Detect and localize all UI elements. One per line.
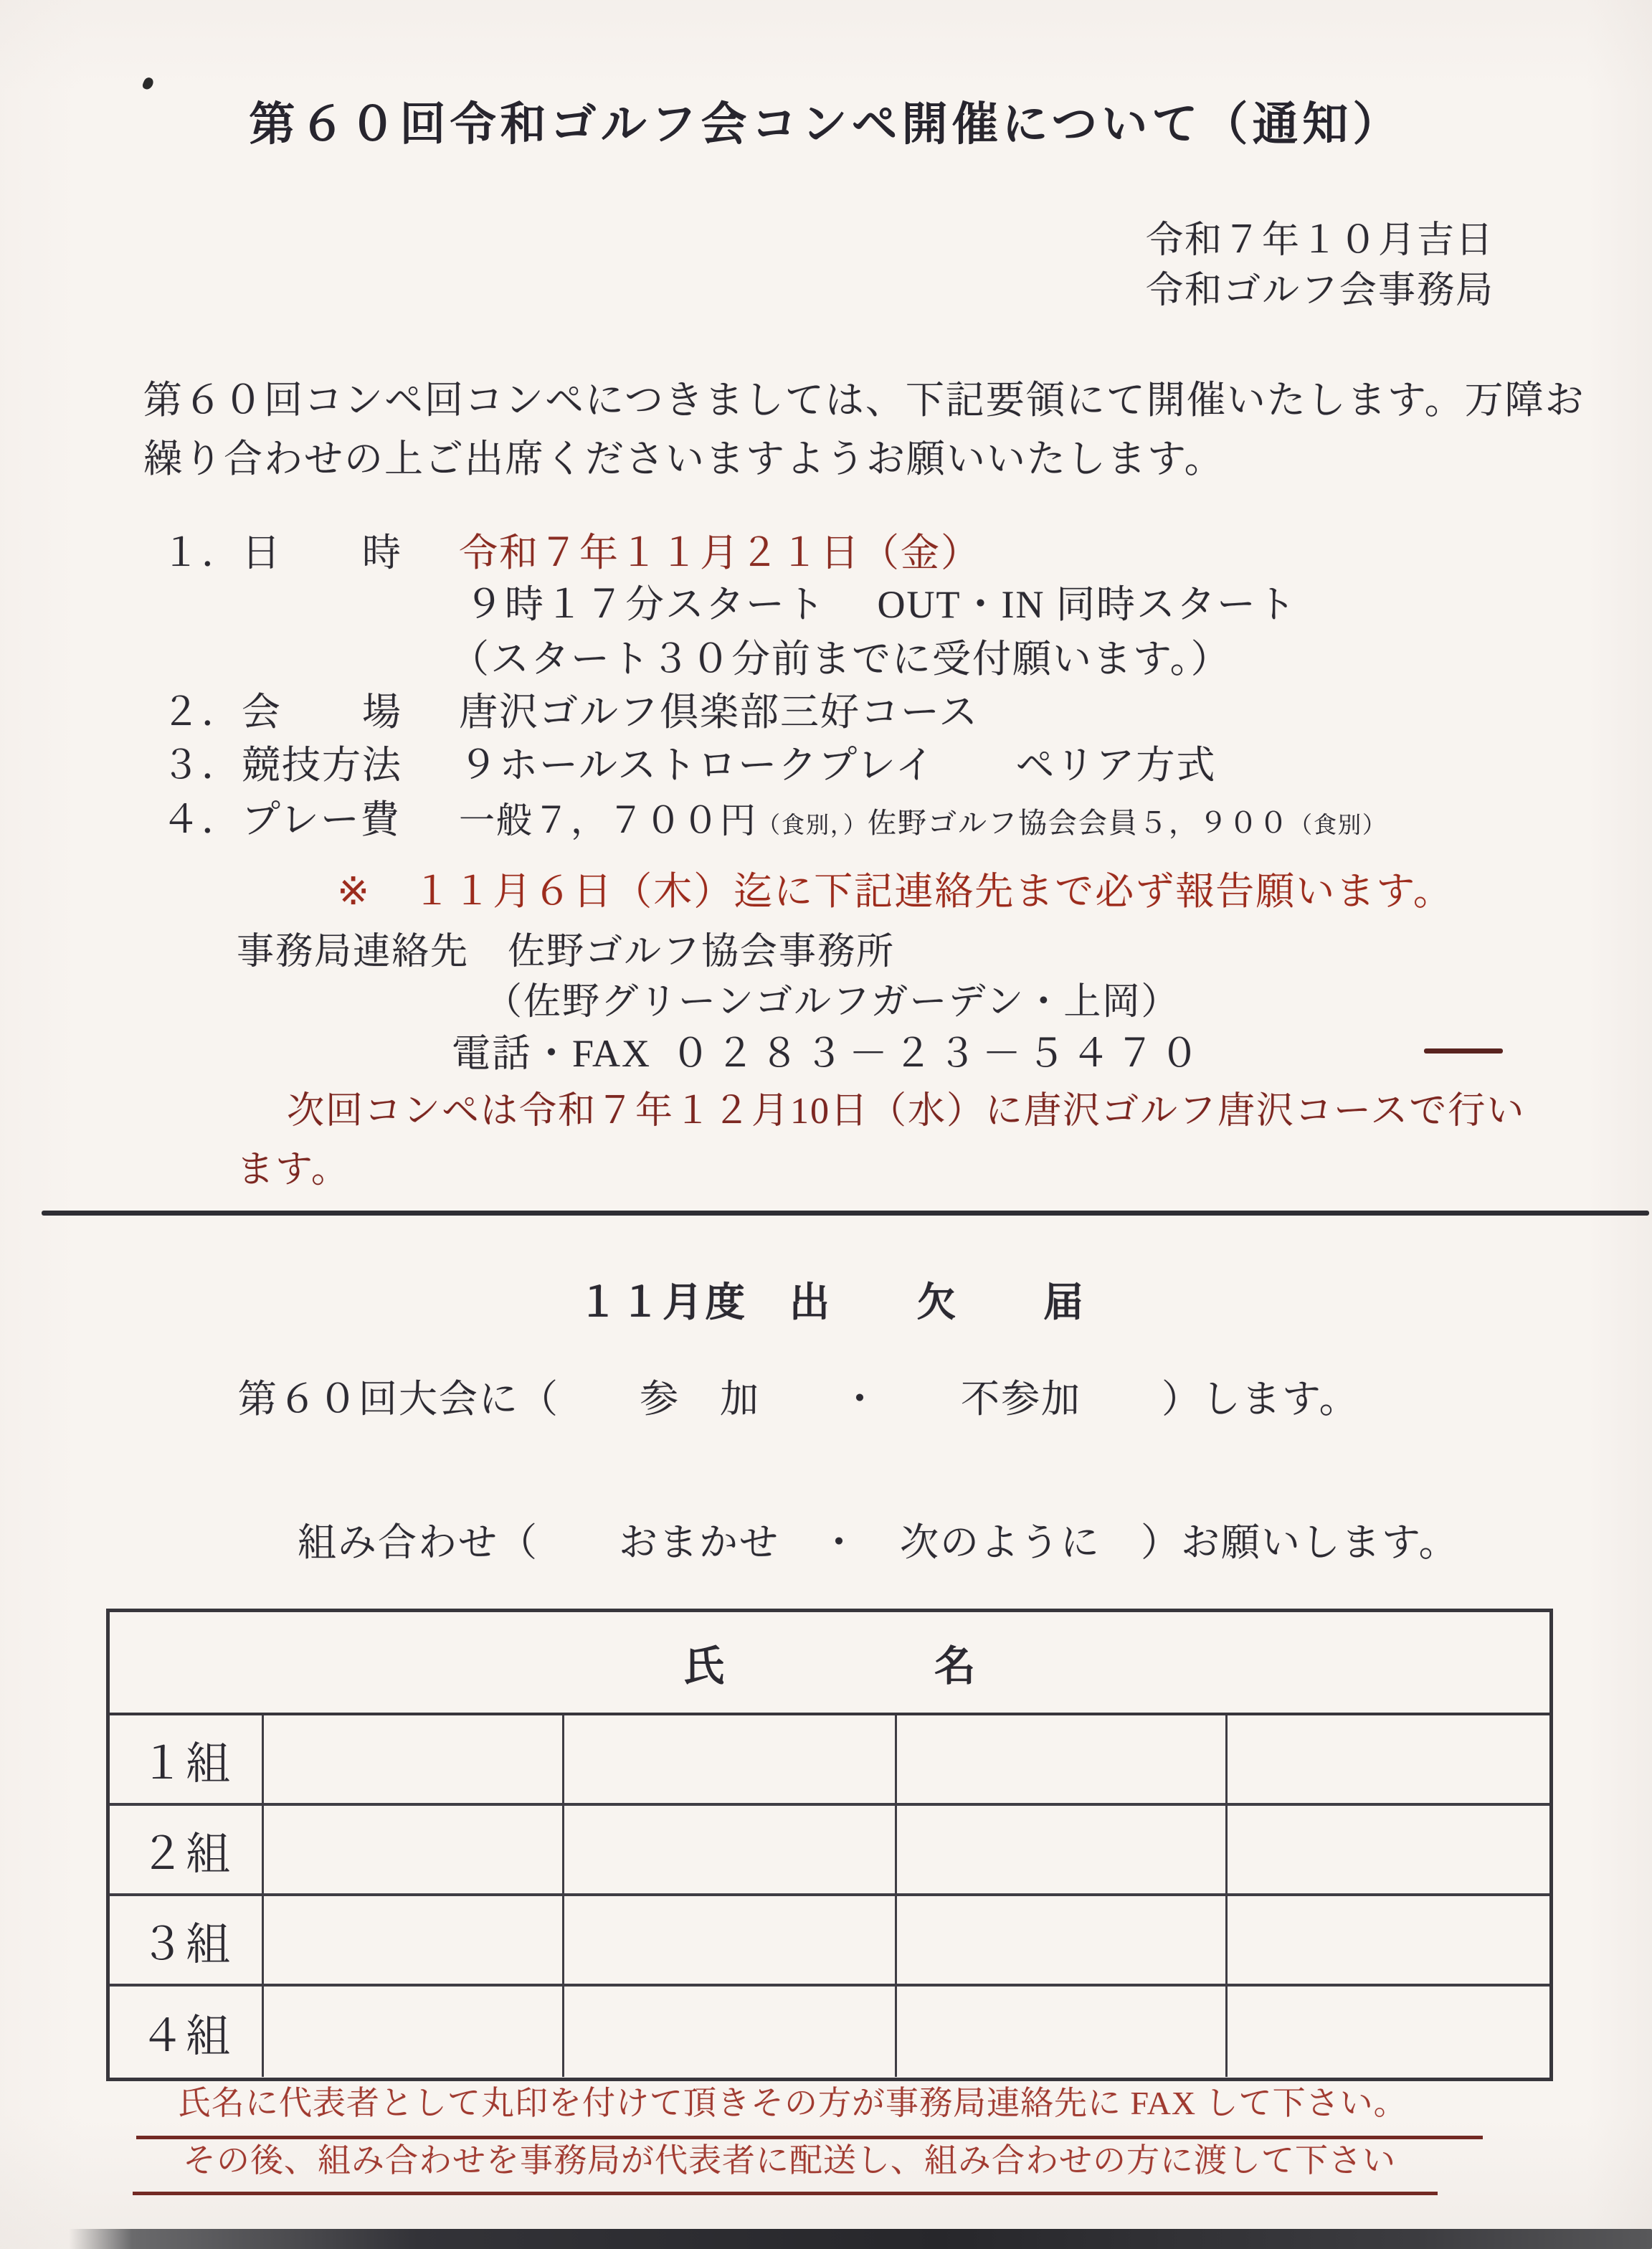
grouping-choice-line: 組み合わせ（ おまかせ ・ 次のように ）お願いします。 xyxy=(298,1521,1459,1564)
schedule-item-fee xyxy=(161,789,1387,844)
name-cell xyxy=(564,1806,897,1893)
scan-dash-artifact xyxy=(1424,1048,1503,1054)
phone-fax-number: ０２８３－２３－５４７０ xyxy=(671,1032,1205,1075)
name-cell xyxy=(897,1987,1227,2077)
intro-line-2: 繰り合わせの上ご出席くださいますようお願いいたします。 xyxy=(143,437,1225,480)
name-cell xyxy=(564,1987,897,2077)
item-value-rules: ９ホールストロークプレイ ペリア方式 xyxy=(459,744,1217,787)
name-cell xyxy=(897,1715,1227,1803)
footer-note-2: その後、組み合わせを事務局が代表者に配送し、組み合わせの方に渡して下さい xyxy=(133,2134,1438,2195)
phone-fax-line xyxy=(452,1023,1205,1078)
item-value-venue: 唐沢ゴルフ倶楽部三好コース xyxy=(459,691,979,734)
schedule-item-venue xyxy=(161,681,979,737)
table-row-group1 xyxy=(110,1715,1549,1806)
name-cell xyxy=(1228,1987,1549,2077)
table-header-name-left: 氏 xyxy=(683,1643,725,1690)
name-cell xyxy=(264,1806,564,1893)
reference-mark: ※ xyxy=(337,870,371,913)
section-divider xyxy=(42,1211,1649,1216)
item-label-venue: ２．会 場 xyxy=(161,691,402,734)
document-title: 第６０回令和ゴルフ会コンペ開催について（通知） xyxy=(249,99,1403,150)
footer-note-1: 氏名に代表者として丸印を付けて頂きその方が事務局連絡先に FAX して下さい。 xyxy=(136,2077,1483,2139)
table-row-group2 xyxy=(110,1806,1549,1896)
fee-note-1: （食別，） xyxy=(757,812,868,838)
intro-line-1: 第６０回コンペ回コンペにつきましては、下記要領にて開催いたします。万障お xyxy=(143,379,1585,422)
attendance-choice-line: 第６０回大会に（ 参 加 ・ 不参加 ）します。 xyxy=(238,1378,1359,1421)
deadline-notice-text: １１月６日（木）迄に下記連絡先まで必ず報告願います。 xyxy=(412,870,1453,913)
group-row-label: １組 xyxy=(110,1715,264,1803)
item-label-datetime: １．日 時 xyxy=(161,531,402,574)
name-cell xyxy=(897,1896,1227,1984)
table-header-row xyxy=(110,1612,1549,1715)
reception-note-line: （スタート３０分前までに受付願います。） xyxy=(450,638,1231,681)
reply-section-title: １１月度 出 欠 届 xyxy=(578,1281,1086,1325)
fee-note-2: （食別） xyxy=(1289,812,1387,838)
table-header-name-right: 名 xyxy=(934,1643,977,1690)
item-label-fee: ４．プレー費 xyxy=(161,798,401,841)
contact-address-line: （佐野グリーンゴルフガーデン・上岡） xyxy=(485,982,1180,1023)
table-row-group3 xyxy=(110,1896,1549,1987)
start-time-line: ９時１７分スタート OUT・IN 同時スタート xyxy=(465,583,1297,626)
fee-general: 一般７，７００円 xyxy=(459,800,757,841)
next-competition-line-1: 次回コンペは令和７年１２月10日（水）に唐沢ゴルフ唐沢コースで行い xyxy=(287,1091,1526,1132)
issue-date: 令和７年１０月吉日 xyxy=(1146,220,1495,261)
phone-fax-label: 電話・FAX xyxy=(452,1032,652,1075)
item-value-datetime: 令和７年１１月２１日（金） xyxy=(459,531,981,574)
next-competition-line-2: ます。 xyxy=(237,1150,350,1190)
group-row-label: ４組 xyxy=(110,1987,264,2077)
name-cell xyxy=(264,1987,564,2077)
scan-bottom-edge xyxy=(69,2229,1652,2249)
name-cell xyxy=(1228,1806,1549,1893)
deadline-notice-line xyxy=(337,861,1453,916)
fee-member: 佐野ゴルフ協会会員５，９００ xyxy=(868,807,1290,839)
name-cell xyxy=(564,1715,897,1803)
table-row-group4 xyxy=(110,1987,1549,2077)
schedule-item-datetime xyxy=(161,522,981,577)
name-cell xyxy=(897,1806,1227,1893)
name-cell xyxy=(1228,1715,1549,1803)
name-cell xyxy=(264,1715,564,1803)
schedule-item-rules xyxy=(161,734,1216,790)
group-row-label: ３組 xyxy=(110,1896,264,1984)
name-cell xyxy=(264,1896,564,1984)
name-entry-table xyxy=(106,1609,1553,2081)
contact-office-line: 事務局連絡先 佐野ゴルフ協会事務所 xyxy=(237,932,896,972)
name-cell xyxy=(564,1896,897,1984)
group-row-label: ２組 xyxy=(110,1806,264,1893)
item-label-rules: ３．競技方法 xyxy=(161,744,402,787)
issuer-name: 令和ゴルフ会事務局 xyxy=(1146,270,1495,311)
name-cell xyxy=(1228,1896,1549,1984)
